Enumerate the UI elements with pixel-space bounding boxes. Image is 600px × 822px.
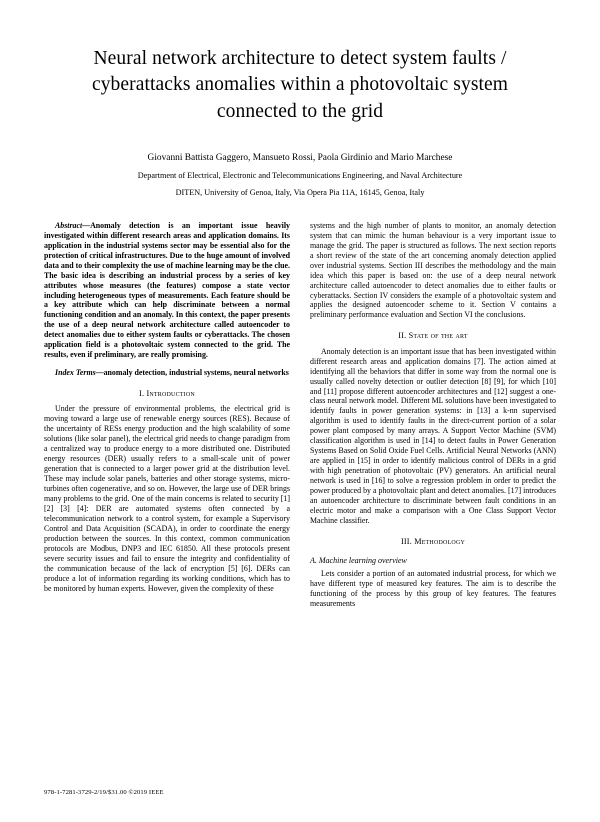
copyright-footer: 978-1-7281-3729-2/19/$31.00 ©2019 IEEE	[44, 789, 164, 796]
intro-paragraph-1: Under the pressure of environmental problems, the electrical grid is moving toward a large use of renewable energy sources (RES). Because of the uncertainty of RESs energy production and the high scalability of some solutions (like solar panel), the electrical grid needs to change paradigm from a centralized way to produce energy to a more distributed one. Distributed energy resources (DER) usually refers to a small-scale unit of power generation that is connected to a larger power grid at the distribution level. These may include solar panels, batteries and other storage systems, micro-turbines often cogenerative, and so on. However, the large use of DER brings many problems to the grid. One of the main concerns is related to security [1] [2] [3] [4]: DER are automated systems often connected by a telecommunication network to a control system, for example a Supervisory Control and Data Acquisition (SCADA), in order to coordinate the energy production between the sources. In this context, common communication protocols are Modbus, DNP3 and IEC 61850. All these protocols present severe security issues and fail to ensure the integrity and confidentiality of the communication because of the lack of encryption [5] [6]. DERs can produce a lot of information regarding its working conditions, which has to be monitored by human experts. However, given the complexity of these	[44, 404, 290, 593]
index-terms-label: Index Terms	[55, 368, 96, 378]
index-terms-paragraph	[44, 368, 290, 378]
section-heading-methodology: III. Methodology	[400, 536, 466, 546]
column-left	[44, 221, 290, 609]
abstract-label: Abstract	[55, 220, 83, 230]
subsection-heading-ml-overview: A. Machine learning overview	[310, 556, 407, 566]
state-of-the-art-paragraph: Anomaly detection is an important issue that has been investigated within different research areas and application domains [7]. The action aimed at identifying all the behaviors that differ in some way from the normal one is usually called novelty detection or outlier detection [8] [9], for which [10] and [11] propose different autoencoder architectures and [12] suggest a one-class neural network model. Different ML solutions have been investigated to identify faults in power generation systems: in [13] a k-nn supervised algorithm is used to identify faults in the direct-current portion of a solar power plant composed by many arrays. A Support Vector Machine (SVM) classification algorithm is used in [14] to detect faults in Power Generation Systems Based on Solid Oxide Fuel Cells. Artificial Neural Networks (ANN) are applied in [15] in order to identify malicious control of DERs in a grid with high penetration of photovoltaic (PV) generators. An artificial neural network is used in [16] to solve a regression problem in order to predict the power produced by a photovoltaic plant and detect anomalies. [17] introduces an autoencoder architecture to discriminate between fault conditions in an electric motor and make a comparison with a One Class Support Vector Machine classifier.	[310, 346, 556, 525]
intro-continuation-paragraph: systems and the high number of plants to monitor, an anomaly detection system that can mimic the human behaviour is a very important issue to manage the grid. The paper is structured as follows. The next section reports a short review of the state of the art concerning anomaly detection applied over industrial systems. Section III describes the methodology and the main idea which this paper is based on: the use of a deep neural network architecture called autoencoder to detect anomalies due to either faults or cyberattacks. Section IV considers the example of a photovoltaic system and applies the designed autoencoder scheme to it. Section V contains a preliminary performance evaluation and Section VI the conclusions.	[310, 220, 556, 320]
methodology-paragraph-1: Lets consider a portion of an automated industrial process, for which we have different type of measured key features. The aim is to describe the functioning of the process by this group of key features. The features measurements	[310, 569, 556, 609]
author-list: Giovanni Battista Gaggero, Mansueto Rossi, Paola Girdinio and Mario Marchese	[147, 152, 453, 163]
abstract-paragraph	[44, 221, 290, 360]
page-title: Neural network architecture to detect system faults / cyberattacks anomalies within a photovoltaic system connected to the grid	[91, 48, 509, 122]
two-column-body	[44, 221, 556, 609]
affiliation-line-2: DITEN, University of Genoa, Italy, Via Opera Pia 11A, 16145, Genoa, Italy	[175, 187, 425, 197]
paper-page	[0, 46, 600, 822]
affiliation-line-1: Department of Electrical, Electronic and Telecommunications Engineering, and Naval Architecture	[137, 171, 463, 181]
index-terms-text: —anomaly detection, industrial systems, neural networks	[95, 368, 289, 378]
section-heading-state-of-the-art: II. State of the art	[398, 331, 468, 341]
abstract-text: —Anomaly detection is an important issue heavily investigated within different research areas and application domains. Its application in the industrial systems sector may be essential also for the protection of critical infrastructures. Due to the huge amount of involved data and to their complexity the use of machine learning may be the clue. The basic idea is describing an industrial process by a series of key attributes whose measures (the features) compose a state vector including heterogeneous types of measurements. Each feature should be a key attribute which can help discriminate between a normal functioning condition and an anomaly. In this context, the paper presents the use of a deep neural network architecture called autoencoder to detect anomalies due to either system faults or cyberattacks. The chosen application field is a photovoltaic system connected to the grid. The results, even if preliminary, are really promising.	[44, 220, 290, 360]
column-right	[310, 221, 556, 609]
section-heading-introduction: I. Introduction	[139, 389, 195, 399]
